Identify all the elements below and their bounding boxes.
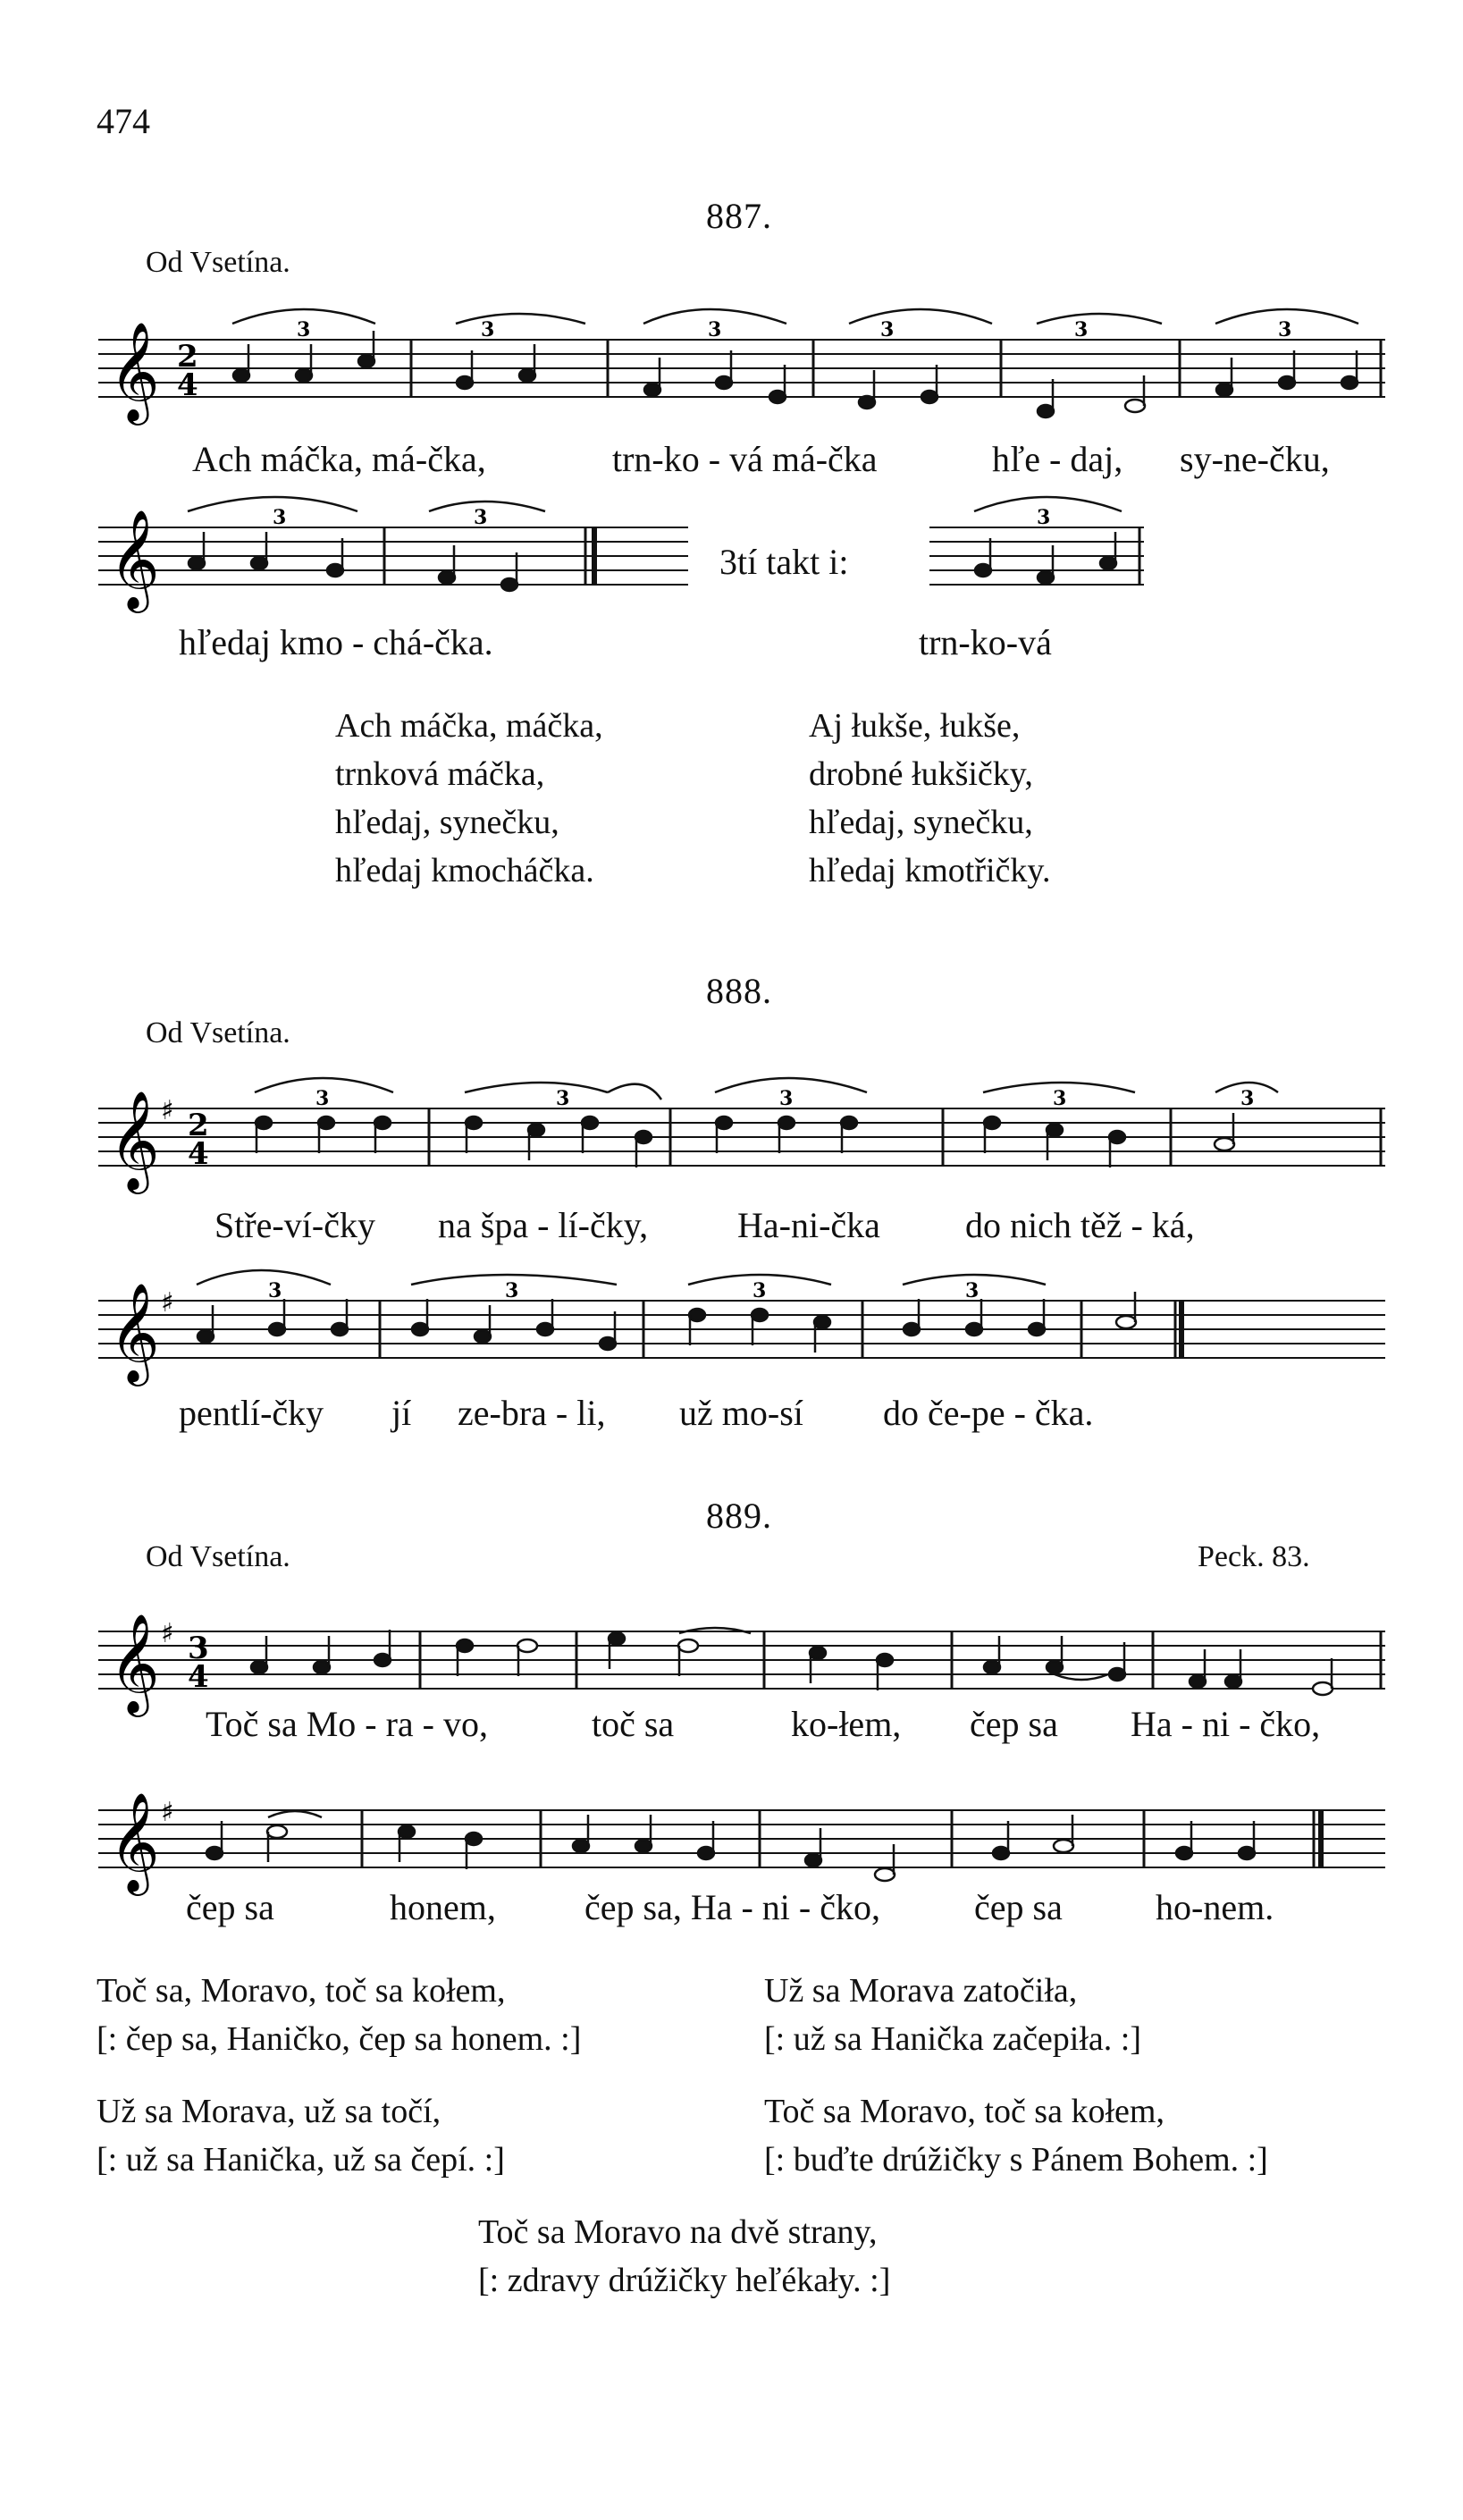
- svg-text:3: 3: [1053, 1087, 1067, 1110]
- svg-text:3: 3: [556, 1087, 570, 1110]
- staff-lines: [98, 1301, 1385, 1358]
- verse-line: hľedaj, synečku,: [335, 804, 559, 841]
- verse-line: hľedaj kmotřičky.: [809, 852, 1051, 889]
- verse-line: Toč sa, Moravo, toč sa kołem,: [97, 1972, 506, 2010]
- treble-clef-icon: 𝄞: [109, 1613, 160, 1713]
- svg-text:3: 3: [880, 318, 895, 341]
- lyric-fragment: pentlí-čky: [179, 1393, 324, 1433]
- lyric-fragment: už mo-sí: [679, 1393, 803, 1433]
- triplet-marks: [268, 1279, 979, 1302]
- lyric-fragment: Toč sa Mo - ra - vo,: [206, 1704, 488, 1744]
- time-signature-top: 3: [188, 1631, 209, 1666]
- notes: [256, 1113, 1234, 1167]
- svg-text:3: 3: [1037, 506, 1051, 529]
- svg-text:3: 3: [268, 1279, 282, 1302]
- treble-clef-icon: 𝄞: [109, 1791, 160, 1892]
- third-bar-label: 3tí takt i:: [719, 542, 849, 582]
- music-staff: [98, 295, 1394, 447]
- time-signature-top: 2: [177, 339, 198, 375]
- time-signature-top: 2: [188, 1108, 209, 1143]
- lyric-fragment: do če-pe - čka.: [883, 1393, 1094, 1433]
- verse-line: Už sa Morava, už sa točí,: [97, 2093, 441, 2130]
- lyric-fragment: hľe - daj,: [992, 439, 1123, 479]
- svg-text:3: 3: [297, 318, 311, 341]
- time-signature-bottom: 4: [188, 1136, 209, 1172]
- verse-line: [: buďte drúžičky s Pánem Bohem. :]: [764, 2141, 1268, 2179]
- lyric-fragment: ko-łem,: [791, 1704, 902, 1744]
- lyric-fragment: ho-nem.: [1156, 1887, 1274, 1927]
- slurs: [197, 1270, 1046, 1285]
- svg-text:3: 3: [965, 1279, 980, 1302]
- triplet-marks: [315, 1087, 1254, 1110]
- svg-text:3: 3: [1240, 1087, 1255, 1110]
- verse-line: Aj łukše, łukše,: [809, 707, 1021, 745]
- verse-line: Toč sa Moravo na dvě strany,: [478, 2213, 878, 2251]
- lyric-fragment: sy-ne-čku,: [1180, 439, 1330, 479]
- treble-clef-icon: 𝄞: [109, 321, 160, 421]
- song-number: 887.: [706, 196, 772, 236]
- lyric-fragment: jí: [391, 1393, 412, 1433]
- song-origin: Od Vsetína.: [146, 1016, 290, 1049]
- staff-lines: [98, 340, 1385, 397]
- lyric-fragment: Ha-ni-čka: [737, 1205, 880, 1245]
- music-staff: [98, 1064, 1394, 1216]
- verse-line: trnková máčka,: [335, 755, 545, 793]
- lyric-fragment: trn-ko - vá má-čka: [612, 439, 878, 479]
- lyric-fragment: do nich těž - ká,: [965, 1205, 1195, 1245]
- verse-line: hľedaj kmocháčka.: [335, 852, 594, 889]
- slurs: [255, 1078, 1278, 1100]
- verse-line: Už sa Morava zatočiła,: [764, 1972, 1078, 2010]
- treble-clef-icon: 𝄞: [109, 1090, 160, 1190]
- verse-line: [: už sa Hanička, už sa čepí. :]: [97, 2141, 505, 2179]
- triplet-marks: [297, 318, 1291, 341]
- lyric-fragment: čep sa: [186, 1887, 274, 1927]
- song-number: 888.: [706, 971, 772, 1011]
- svg-text:3: 3: [474, 506, 488, 529]
- lyric-fragment: čep sa: [974, 1887, 1063, 1927]
- key-signature-sharp: ♯: [161, 1797, 174, 1828]
- stanza-right: [809, 702, 1050, 895]
- slurs: [268, 1811, 322, 1817]
- svg-text:3: 3: [779, 1087, 794, 1110]
- svg-text:3: 3: [273, 506, 287, 529]
- slurs: [232, 309, 1358, 324]
- lyrics-line: [179, 621, 1162, 661]
- stanza-right: [764, 2087, 1268, 2184]
- song-reference: Peck. 83.: [1198, 1540, 1310, 1573]
- treble-clef-icon: 𝄞: [109, 1282, 160, 1382]
- lyrics-line: [192, 438, 1399, 477]
- lyric-fragment: trn-ko-vá: [919, 622, 1052, 662]
- verse-line: hľedaj, synečku,: [809, 804, 1033, 841]
- lyric-fragment: čep sa, Ha - ni - čko,: [584, 1887, 880, 1927]
- verse-line: [: zdravy drúžičky heľékały. :]: [478, 2262, 891, 2299]
- key-signature-sharp: ♯: [161, 1618, 174, 1649]
- music-staff: [98, 1256, 1394, 1408]
- lyrics-line: [179, 1392, 1385, 1431]
- lyric-fragment: čep sa: [970, 1704, 1058, 1744]
- slurs: [188, 497, 1122, 511]
- stanza-left: [335, 702, 603, 895]
- key-signature-sharp: ♯: [161, 1287, 174, 1319]
- verse-line: [: čep sa, Haničko, čep sa honem. :]: [97, 2020, 582, 2058]
- svg-text:3: 3: [1074, 318, 1089, 341]
- page-number: 474: [97, 101, 150, 141]
- svg-text:3: 3: [315, 1087, 330, 1110]
- svg-text:3: 3: [708, 318, 722, 341]
- verse-line: Ach máčka, máčka,: [335, 707, 603, 745]
- lyric-fragment: ze-bra - li,: [458, 1393, 606, 1433]
- lyrics-line: [186, 1886, 1392, 1926]
- notes: [251, 1630, 1333, 1695]
- verse-line: drobné łukšičky,: [809, 755, 1033, 793]
- key-signature-sharp: ♯: [161, 1095, 174, 1126]
- lyric-fragment: hľedaj kmo - chá-čka.: [179, 622, 493, 662]
- staff-lines: [98, 1108, 1385, 1166]
- song-number: 889.: [706, 1496, 772, 1536]
- verse-line: [: už sa Hanička začepiła. :]: [764, 2020, 1141, 2058]
- svg-text:3: 3: [753, 1279, 767, 1302]
- lyric-fragment: honem,: [390, 1887, 496, 1927]
- music-staff: [98, 483, 1171, 635]
- svg-text:3: 3: [1278, 318, 1292, 341]
- lyrics-line: [214, 1204, 1376, 1243]
- svg-text:3: 3: [505, 1279, 519, 1302]
- lyric-fragment: Ha - ni - čko,: [1131, 1704, 1321, 1744]
- lyrics-line: [206, 1703, 1412, 1742]
- song-origin: Od Vsetína.: [146, 1540, 290, 1573]
- lyric-fragment: toč sa: [592, 1704, 675, 1744]
- song-origin: Od Vsetína.: [146, 246, 290, 279]
- verse-line: Toč sa Moravo, toč sa kołem,: [764, 2093, 1165, 2130]
- time-signature-bottom: 4: [177, 367, 198, 403]
- notes: [233, 331, 1358, 417]
- slurs: [679, 1628, 1108, 1680]
- time-signature-bottom: 4: [188, 1659, 209, 1695]
- lyric-fragment: Ach máčka, má-čka,: [192, 439, 486, 479]
- lyric-fragment: Stře-ví-čky: [214, 1205, 375, 1245]
- stanza-left: [97, 1967, 581, 2063]
- stanza-center: [478, 2208, 890, 2305]
- lyric-fragment: na špa - lí-čky,: [438, 1205, 649, 1245]
- stanza-right: [764, 1967, 1141, 2063]
- treble-clef-icon: 𝄞: [109, 509, 160, 609]
- stanza-left: [97, 2087, 505, 2184]
- triplet-marks: [273, 506, 1050, 529]
- notes: [189, 532, 1116, 591]
- svg-text:3: 3: [481, 318, 495, 341]
